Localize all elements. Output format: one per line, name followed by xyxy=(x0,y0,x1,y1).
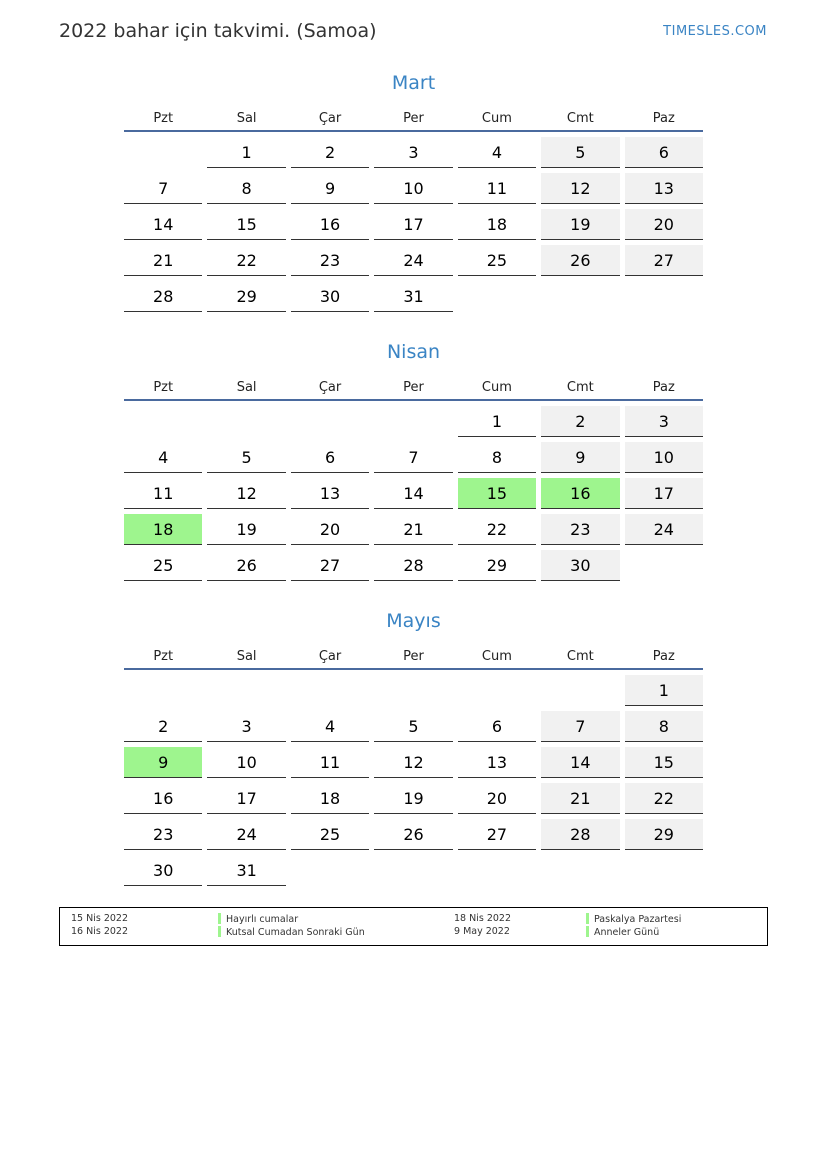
day-cell: 18 xyxy=(291,783,369,814)
day-cell: 23 xyxy=(541,514,619,545)
day-cell: 24 xyxy=(625,514,703,545)
day-cell: 24 xyxy=(374,245,452,276)
month-block xyxy=(124,606,703,886)
weekday-label: Sal xyxy=(236,111,257,126)
day-cell: 31 xyxy=(374,281,452,312)
legend-date: 9 May 2022 xyxy=(454,926,510,937)
day-cell: 10 xyxy=(625,442,703,473)
empty-cell xyxy=(541,675,619,706)
day-cell: 17 xyxy=(374,209,452,240)
weekday-label: Per xyxy=(403,111,424,126)
header-divider xyxy=(124,668,703,670)
day-cell: 17 xyxy=(207,783,285,814)
day-cell: 25 xyxy=(291,819,369,850)
legend-item xyxy=(586,926,659,939)
day-cell: 1 xyxy=(458,406,536,437)
day-cell: 13 xyxy=(625,173,703,204)
month-title: Mayıs xyxy=(386,610,441,632)
day-cell: 18 xyxy=(124,514,202,545)
empty-cell xyxy=(207,406,285,437)
day-grid xyxy=(124,137,703,312)
day-cell: 9 xyxy=(124,747,202,778)
day-cell: 30 xyxy=(124,855,202,886)
day-cell: 7 xyxy=(374,442,452,473)
day-cell: 7 xyxy=(124,173,202,204)
empty-cell xyxy=(374,406,452,437)
weekday-header xyxy=(124,636,703,668)
day-cell: 13 xyxy=(458,747,536,778)
weekday-header xyxy=(124,98,703,130)
day-cell: 29 xyxy=(458,550,536,581)
day-cell: 23 xyxy=(124,819,202,850)
legend-date: 16 Nis 2022 xyxy=(71,926,128,937)
day-cell: 15 xyxy=(625,747,703,778)
day-cell: 6 xyxy=(625,137,703,168)
day-cell: 1 xyxy=(207,137,285,168)
day-cell: 24 xyxy=(207,819,285,850)
day-cell: 19 xyxy=(207,514,285,545)
legend-label: Kutsal Cumadan Sonraki Gün xyxy=(226,927,365,938)
weekday-label: Çar xyxy=(318,111,342,126)
day-grid xyxy=(124,675,703,886)
day-cell: 22 xyxy=(207,245,285,276)
weekday-label: Per xyxy=(403,649,424,664)
legend-item xyxy=(586,913,681,926)
legend-date: 18 Nis 2022 xyxy=(454,913,511,924)
day-cell: 8 xyxy=(458,442,536,473)
weekday-label: Sal xyxy=(236,380,257,395)
day-cell: 31 xyxy=(207,855,285,886)
page-title: 2022 bahar için takvimi. (Samoa) xyxy=(59,20,377,42)
day-cell: 28 xyxy=(541,819,619,850)
day-cell: 26 xyxy=(541,245,619,276)
header-divider xyxy=(124,130,703,132)
brand-link[interactable]: TIMESLES.COM xyxy=(663,24,767,39)
day-cell: 14 xyxy=(374,478,452,509)
day-cell: 6 xyxy=(291,442,369,473)
header-divider xyxy=(124,399,703,401)
holiday-swatch xyxy=(218,913,221,924)
weekday-label: Cmt xyxy=(566,111,594,126)
day-cell: 10 xyxy=(207,747,285,778)
weekday-label: Paz xyxy=(652,380,675,395)
day-cell: 1 xyxy=(625,675,703,706)
empty-cell xyxy=(458,675,536,706)
day-cell: 15 xyxy=(458,478,536,509)
weekday-label: Cum xyxy=(481,380,512,395)
weekday-label: Çar xyxy=(318,649,342,664)
day-cell: 22 xyxy=(625,783,703,814)
day-cell: 17 xyxy=(625,478,703,509)
day-cell: 14 xyxy=(124,209,202,240)
day-cell: 21 xyxy=(124,245,202,276)
day-cell: 29 xyxy=(207,281,285,312)
day-cell: 8 xyxy=(625,711,703,742)
weekday-label: Paz xyxy=(652,649,675,664)
day-cell: 12 xyxy=(374,747,452,778)
day-cell: 23 xyxy=(291,245,369,276)
legend-label: Anneler Günü xyxy=(594,927,660,938)
day-cell: 19 xyxy=(374,783,452,814)
day-cell: 27 xyxy=(291,550,369,581)
weekday-label: Sal xyxy=(236,649,257,664)
legend-label: Paskalya Pazartesi xyxy=(594,914,682,925)
day-cell: 12 xyxy=(207,478,285,509)
day-cell: 27 xyxy=(458,819,536,850)
day-cell: 26 xyxy=(207,550,285,581)
month-title: Mart xyxy=(391,72,436,94)
day-cell: 10 xyxy=(374,173,452,204)
empty-cell xyxy=(291,675,369,706)
day-cell: 29 xyxy=(625,819,703,850)
empty-cell xyxy=(207,675,285,706)
holiday-swatch xyxy=(586,926,589,937)
day-cell: 11 xyxy=(124,478,202,509)
empty-cell xyxy=(374,675,452,706)
day-cell: 5 xyxy=(207,442,285,473)
day-cell: 21 xyxy=(541,783,619,814)
day-cell: 21 xyxy=(374,514,452,545)
day-cell: 9 xyxy=(291,173,369,204)
day-cell: 4 xyxy=(124,442,202,473)
legend-item xyxy=(218,926,365,939)
legend-item xyxy=(218,913,298,926)
legend-date: 15 Nis 2022 xyxy=(71,913,128,924)
day-cell: 22 xyxy=(458,514,536,545)
weekday-label: Pzt xyxy=(153,380,174,395)
day-cell: 3 xyxy=(374,137,452,168)
empty-cell xyxy=(124,137,202,168)
day-cell: 5 xyxy=(541,137,619,168)
empty-cell xyxy=(291,406,369,437)
day-cell: 30 xyxy=(291,281,369,312)
empty-cell xyxy=(124,406,202,437)
day-cell: 20 xyxy=(458,783,536,814)
weekday-label: Pzt xyxy=(153,649,174,664)
day-cell: 4 xyxy=(291,711,369,742)
day-cell: 3 xyxy=(625,406,703,437)
day-cell: 18 xyxy=(458,209,536,240)
day-cell: 14 xyxy=(541,747,619,778)
day-cell: 11 xyxy=(291,747,369,778)
month-title: Nisan xyxy=(386,341,441,363)
day-cell: 8 xyxy=(207,173,285,204)
day-cell: 28 xyxy=(374,550,452,581)
weekday-header xyxy=(124,367,703,399)
day-cell: 12 xyxy=(541,173,619,204)
weekday-label: Cum xyxy=(481,111,512,126)
weekday-label: Cmt xyxy=(566,380,594,395)
weekday-label: Cmt xyxy=(566,649,594,664)
empty-cell xyxy=(124,675,202,706)
day-cell: 2 xyxy=(124,711,202,742)
day-grid xyxy=(124,406,703,581)
day-cell: 16 xyxy=(291,209,369,240)
weekday-label: Pzt xyxy=(153,111,174,126)
day-cell: 5 xyxy=(374,711,452,742)
day-cell: 19 xyxy=(541,209,619,240)
day-cell: 30 xyxy=(541,550,619,581)
day-cell: 20 xyxy=(625,209,703,240)
day-cell: 16 xyxy=(541,478,619,509)
month-block xyxy=(124,68,703,312)
day-cell: 25 xyxy=(124,550,202,581)
day-cell: 20 xyxy=(291,514,369,545)
day-cell: 4 xyxy=(458,137,536,168)
holiday-swatch xyxy=(586,913,589,924)
holiday-legend xyxy=(59,907,768,946)
day-cell: 15 xyxy=(207,209,285,240)
day-cell: 9 xyxy=(541,442,619,473)
day-cell: 2 xyxy=(291,137,369,168)
weekday-label: Per xyxy=(403,380,424,395)
day-cell: 2 xyxy=(541,406,619,437)
day-cell: 6 xyxy=(458,711,536,742)
weekday-label: Çar xyxy=(318,380,342,395)
month-block xyxy=(124,337,703,581)
day-cell: 27 xyxy=(625,245,703,276)
day-cell: 11 xyxy=(458,173,536,204)
holiday-swatch xyxy=(218,926,221,937)
day-cell: 16 xyxy=(124,783,202,814)
day-cell: 13 xyxy=(291,478,369,509)
weekday-label: Paz xyxy=(652,111,675,126)
day-cell: 3 xyxy=(207,711,285,742)
day-cell: 7 xyxy=(541,711,619,742)
legend-label: Hayırlı cumalar xyxy=(226,914,299,925)
day-cell: 28 xyxy=(124,281,202,312)
day-cell: 25 xyxy=(458,245,536,276)
weekday-label: Cum xyxy=(481,649,512,664)
day-cell: 26 xyxy=(374,819,452,850)
